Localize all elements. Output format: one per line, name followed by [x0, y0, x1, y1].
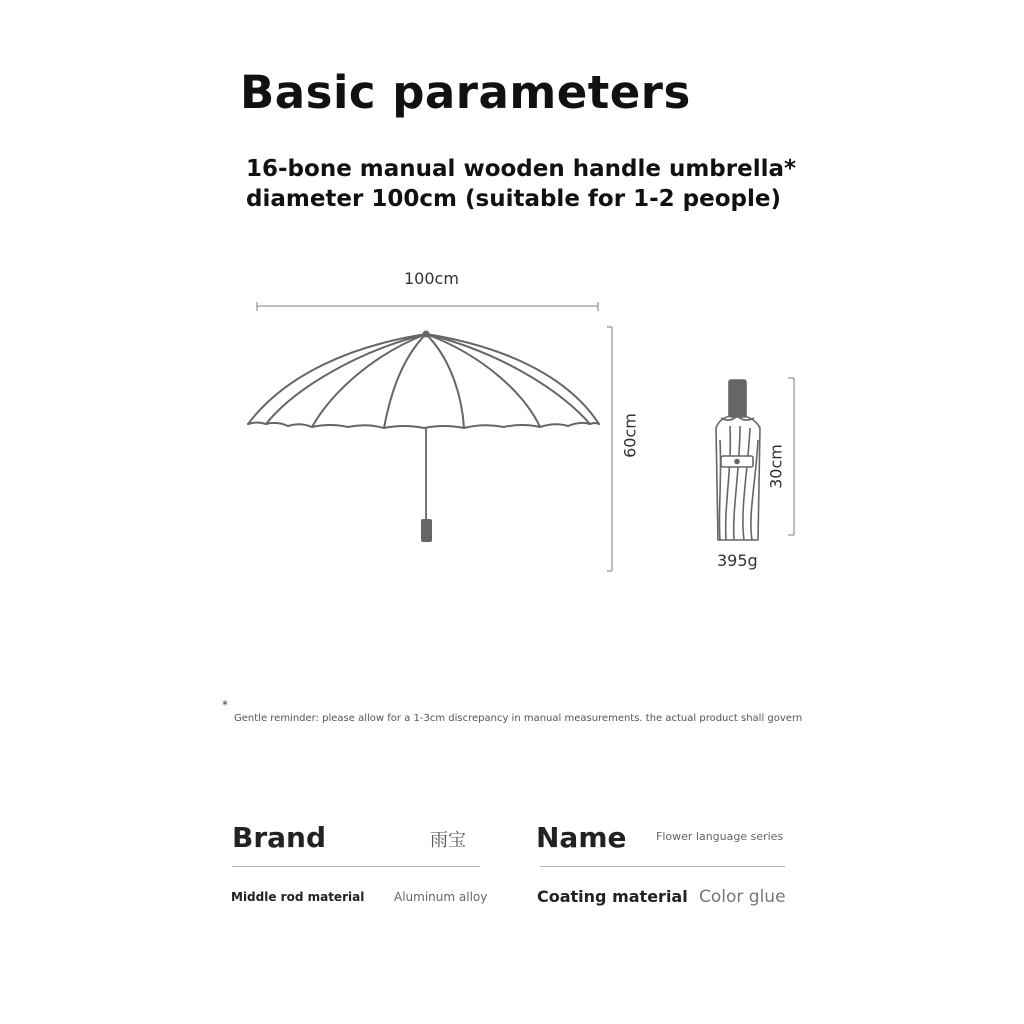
folded-umbrella-icon [716, 380, 760, 540]
coating-material-label: Coating material [537, 887, 688, 906]
measurement-note: Gentle reminder: please allow for a 1-3cm discrepancy in manual measurements. the actual product shall govern [234, 713, 803, 724]
umbrella-width-label: 100cm [404, 269, 459, 288]
name-label: Name [536, 821, 627, 854]
width-dimension-line [257, 302, 598, 311]
rod-material-label: Middle rod material [231, 890, 365, 904]
page-title: Basic parameters [240, 66, 691, 119]
subtitle-line-1: 16-bone manual wooden handle umbrella* [246, 156, 797, 182]
open-umbrella-icon [248, 332, 599, 521]
folded-length-dimension-line [788, 378, 794, 535]
weight-label: 395g [717, 551, 758, 570]
name-divider [540, 866, 785, 867]
subtitle-line-2: diameter 100cm (suitable for 1-2 people) [246, 186, 781, 212]
brand-divider [232, 866, 480, 867]
height-dimension-line [607, 327, 612, 571]
brand-value: 雨宝 [430, 830, 466, 851]
umbrella-height-label: 60cm [620, 413, 640, 458]
rod-material-value: Aluminum alloy [394, 890, 488, 904]
note-asterisk: * [222, 698, 228, 712]
brand-label: Brand [232, 821, 327, 854]
folded-length-label: 30cm [766, 444, 786, 489]
name-value: Flower language series [656, 830, 784, 843]
coating-material-value: Color glue [699, 887, 786, 907]
umbrella-handle-icon [421, 519, 432, 542]
